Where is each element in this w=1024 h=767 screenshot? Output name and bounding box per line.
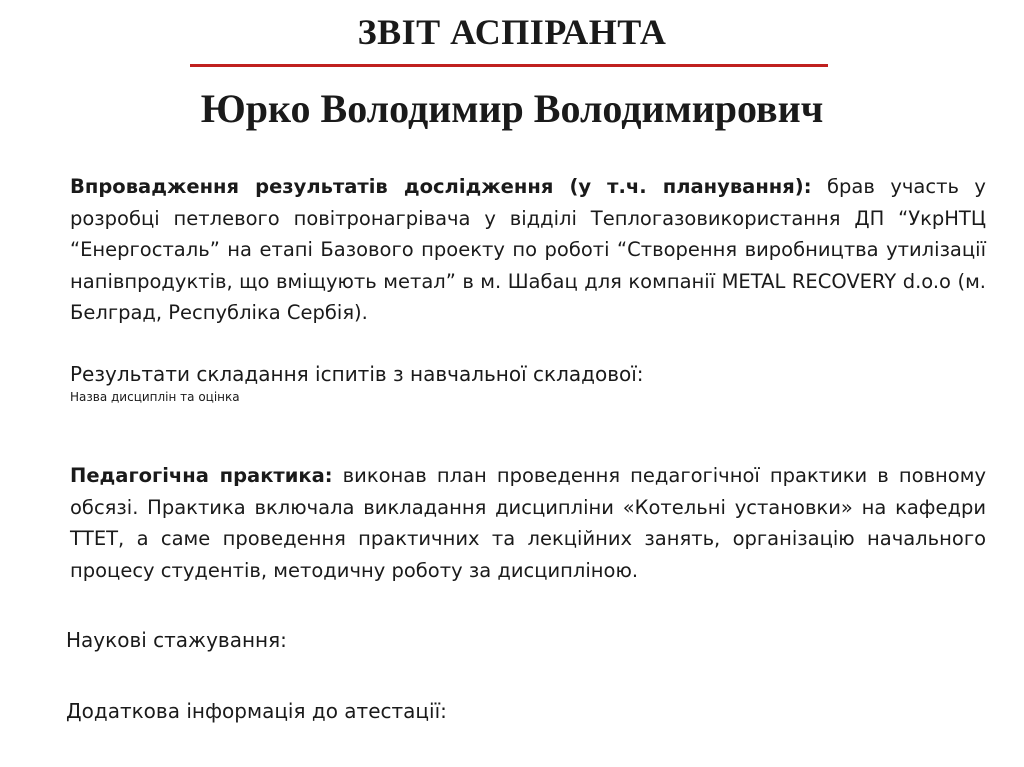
exams-label: Результати складання іспитів з навчальної складової:	[70, 362, 644, 386]
additional-info-label: Додаткова інформація до атестації:	[66, 699, 447, 723]
implementation-label: Впровадження результатів дослідження (у т.ч. планування):	[70, 175, 812, 198]
title-divider	[190, 64, 828, 67]
teaching-practice-text: виконав план проведення педагогічної практики в повному обсязі. Практика включала викладання дисципліни «Котельні установки» на кафедри ТТЕТ, а саме проведення практичних та лекційних занять, організацію начального процесу студентів, методичну роботу за дисципліною.	[70, 464, 986, 582]
exams-subtitle: Назва дисциплін та оцінка	[70, 390, 240, 404]
internships-label: Наукові стажування:	[66, 628, 287, 652]
teaching-practice-paragraph	[70, 460, 986, 586]
implementation-text: брав участь у розробці петлевого повітронагрівача у відділі Теплогазовикористання ДП “УкрНТЦ “Енергосталь” на етапі Базового проекту по роботі “Створення виробництва утилізації напівпродуктів, що вміщують метал” в м. Шабац для компанії METAL RECOVERY d.o.o (м. Белград, Республіка Сербія).	[70, 175, 986, 324]
teaching-practice-label: Педагогічна практика:	[70, 464, 333, 487]
student-name: Юрко Володимир Володимирович	[200, 86, 824, 131]
slide-title: ЗВІТ АСПІРАНТА	[357, 12, 667, 52]
implementation-paragraph	[70, 171, 986, 329]
